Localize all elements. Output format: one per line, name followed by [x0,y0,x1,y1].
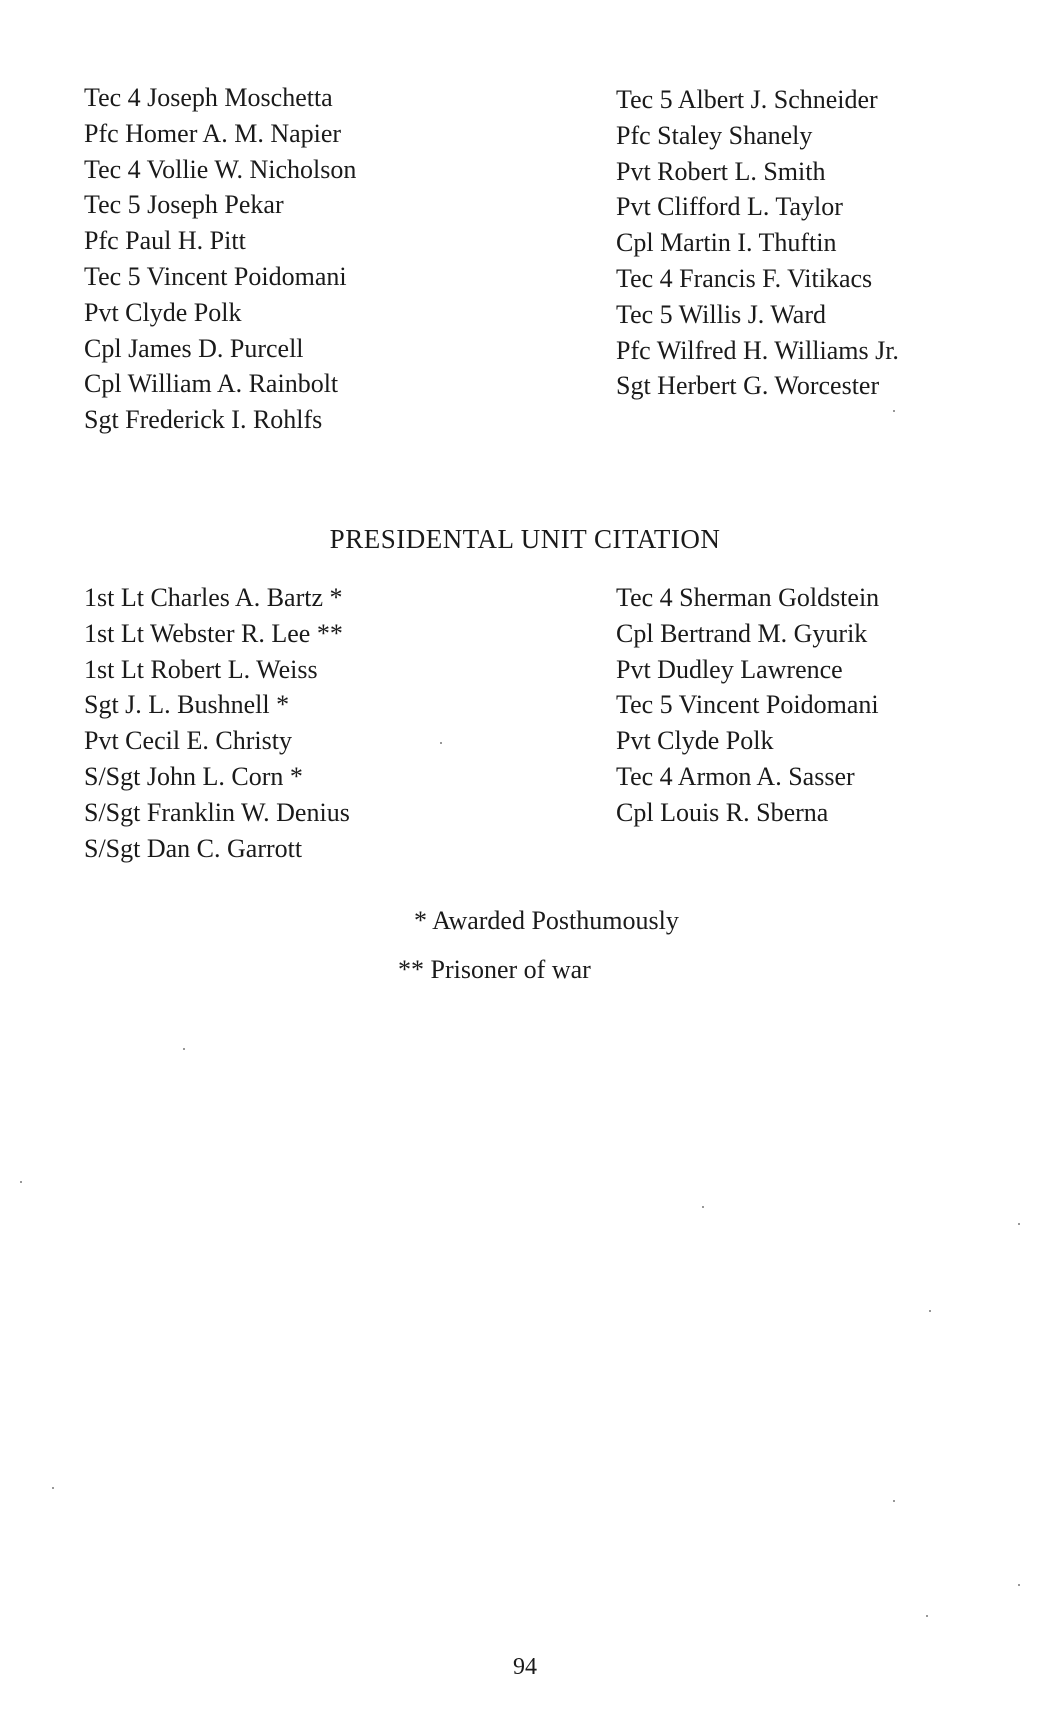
roster-entry: Pvt Clifford L. Taylor [616,192,843,222]
citation-left-column [84,580,350,866]
citation-entry: S/Sgt Franklin W. Denius [84,797,350,827]
roster-left-column [84,80,356,438]
citation-entry: Tec 4 Armon A. Sasser [616,761,855,791]
scan-speck [893,1500,895,1502]
roster-entry: Cpl Martin I. Thuftin [616,228,837,258]
roster-right-column [616,82,899,404]
roster-entry: Sgt Frederick I. Rohlfs [84,405,323,435]
citation-entry: Pvt Cecil E. Christy [84,726,292,756]
scan-speck [1018,1223,1020,1225]
roster-entry: Cpl William A. Rainbolt [84,369,339,399]
citation-entry: 1st Lt Robert L. Weiss [84,654,318,684]
roster-entry: Pfc Paul H. Pitt [84,226,246,256]
roster-entry: Pfc Homer A. M. Napier [84,118,342,148]
roster-entry: Tec 4 Vollie W. Nicholson [84,154,357,184]
scan-speck [929,1310,931,1312]
roster-entry: Tec 4 Joseph Moschetta [84,83,333,112]
page-number: 94 [513,1654,537,1680]
citation-entry: Pvt Clyde Polk [616,726,774,756]
citation-entry: Cpl Louis R. Sberna [616,797,829,827]
prisoner-of-war-note: ** Prisoner of war [398,955,591,984]
roster-entry: Pfc Wilfred H. Williams Jr. [616,335,899,365]
scan-speck [52,1487,54,1489]
posthumous-note: * Awarded Posthumously [414,906,679,935]
scan-speck [440,742,442,744]
citation-entry: S/Sgt Dan C. Garrott [84,833,303,863]
section-title: PRESIDENTAL UNIT CITATION [329,524,721,554]
citation-entry: Tec 5 Vincent Poidomani [616,690,879,720]
roster-entry: Tec 4 Francis F. Vitikacs [616,263,873,293]
citation-right-column [616,580,879,831]
scan-speck [1018,1584,1020,1586]
citation-entry: Pvt Dudley Lawrence [616,654,843,684]
roster-entry: Cpl James D. Purcell [84,333,304,363]
scan-speck [893,410,895,412]
roster-entry: Pvt Clyde Polk [84,297,242,327]
roster-entry: Tec 5 Vincent Poidomani [84,261,347,291]
citation-entry: S/Sgt John L. Corn * [84,761,303,791]
roster-entry: Pfc Staley Shanely [616,120,813,150]
citation-entry: Cpl Bertrand M. Gyurik [616,618,868,648]
roster-entry: Sgt Herbert G. Worcester [616,371,880,401]
scan-speck [20,1181,22,1183]
roster-entry: Pvt Robert L. Smith [616,156,826,186]
roster-entry: Tec 5 Joseph Pekar [84,190,284,220]
roster-entry: Tec 5 Willis J. Ward [616,299,826,329]
roster-entry: Tec 5 Albert J. Schneider [616,85,878,114]
citation-entry: 1st Lt Charles A. Bartz * [84,583,343,612]
citation-entry: Tec 4 Sherman Goldstein [616,583,880,612]
scan-speck [183,1048,185,1050]
citation-entry: Sgt J. L. Bushnell * [84,690,290,720]
scan-speck [926,1615,928,1617]
citation-entry: 1st Lt Webster R. Lee ** [84,618,343,648]
scan-speck [702,1206,704,1208]
